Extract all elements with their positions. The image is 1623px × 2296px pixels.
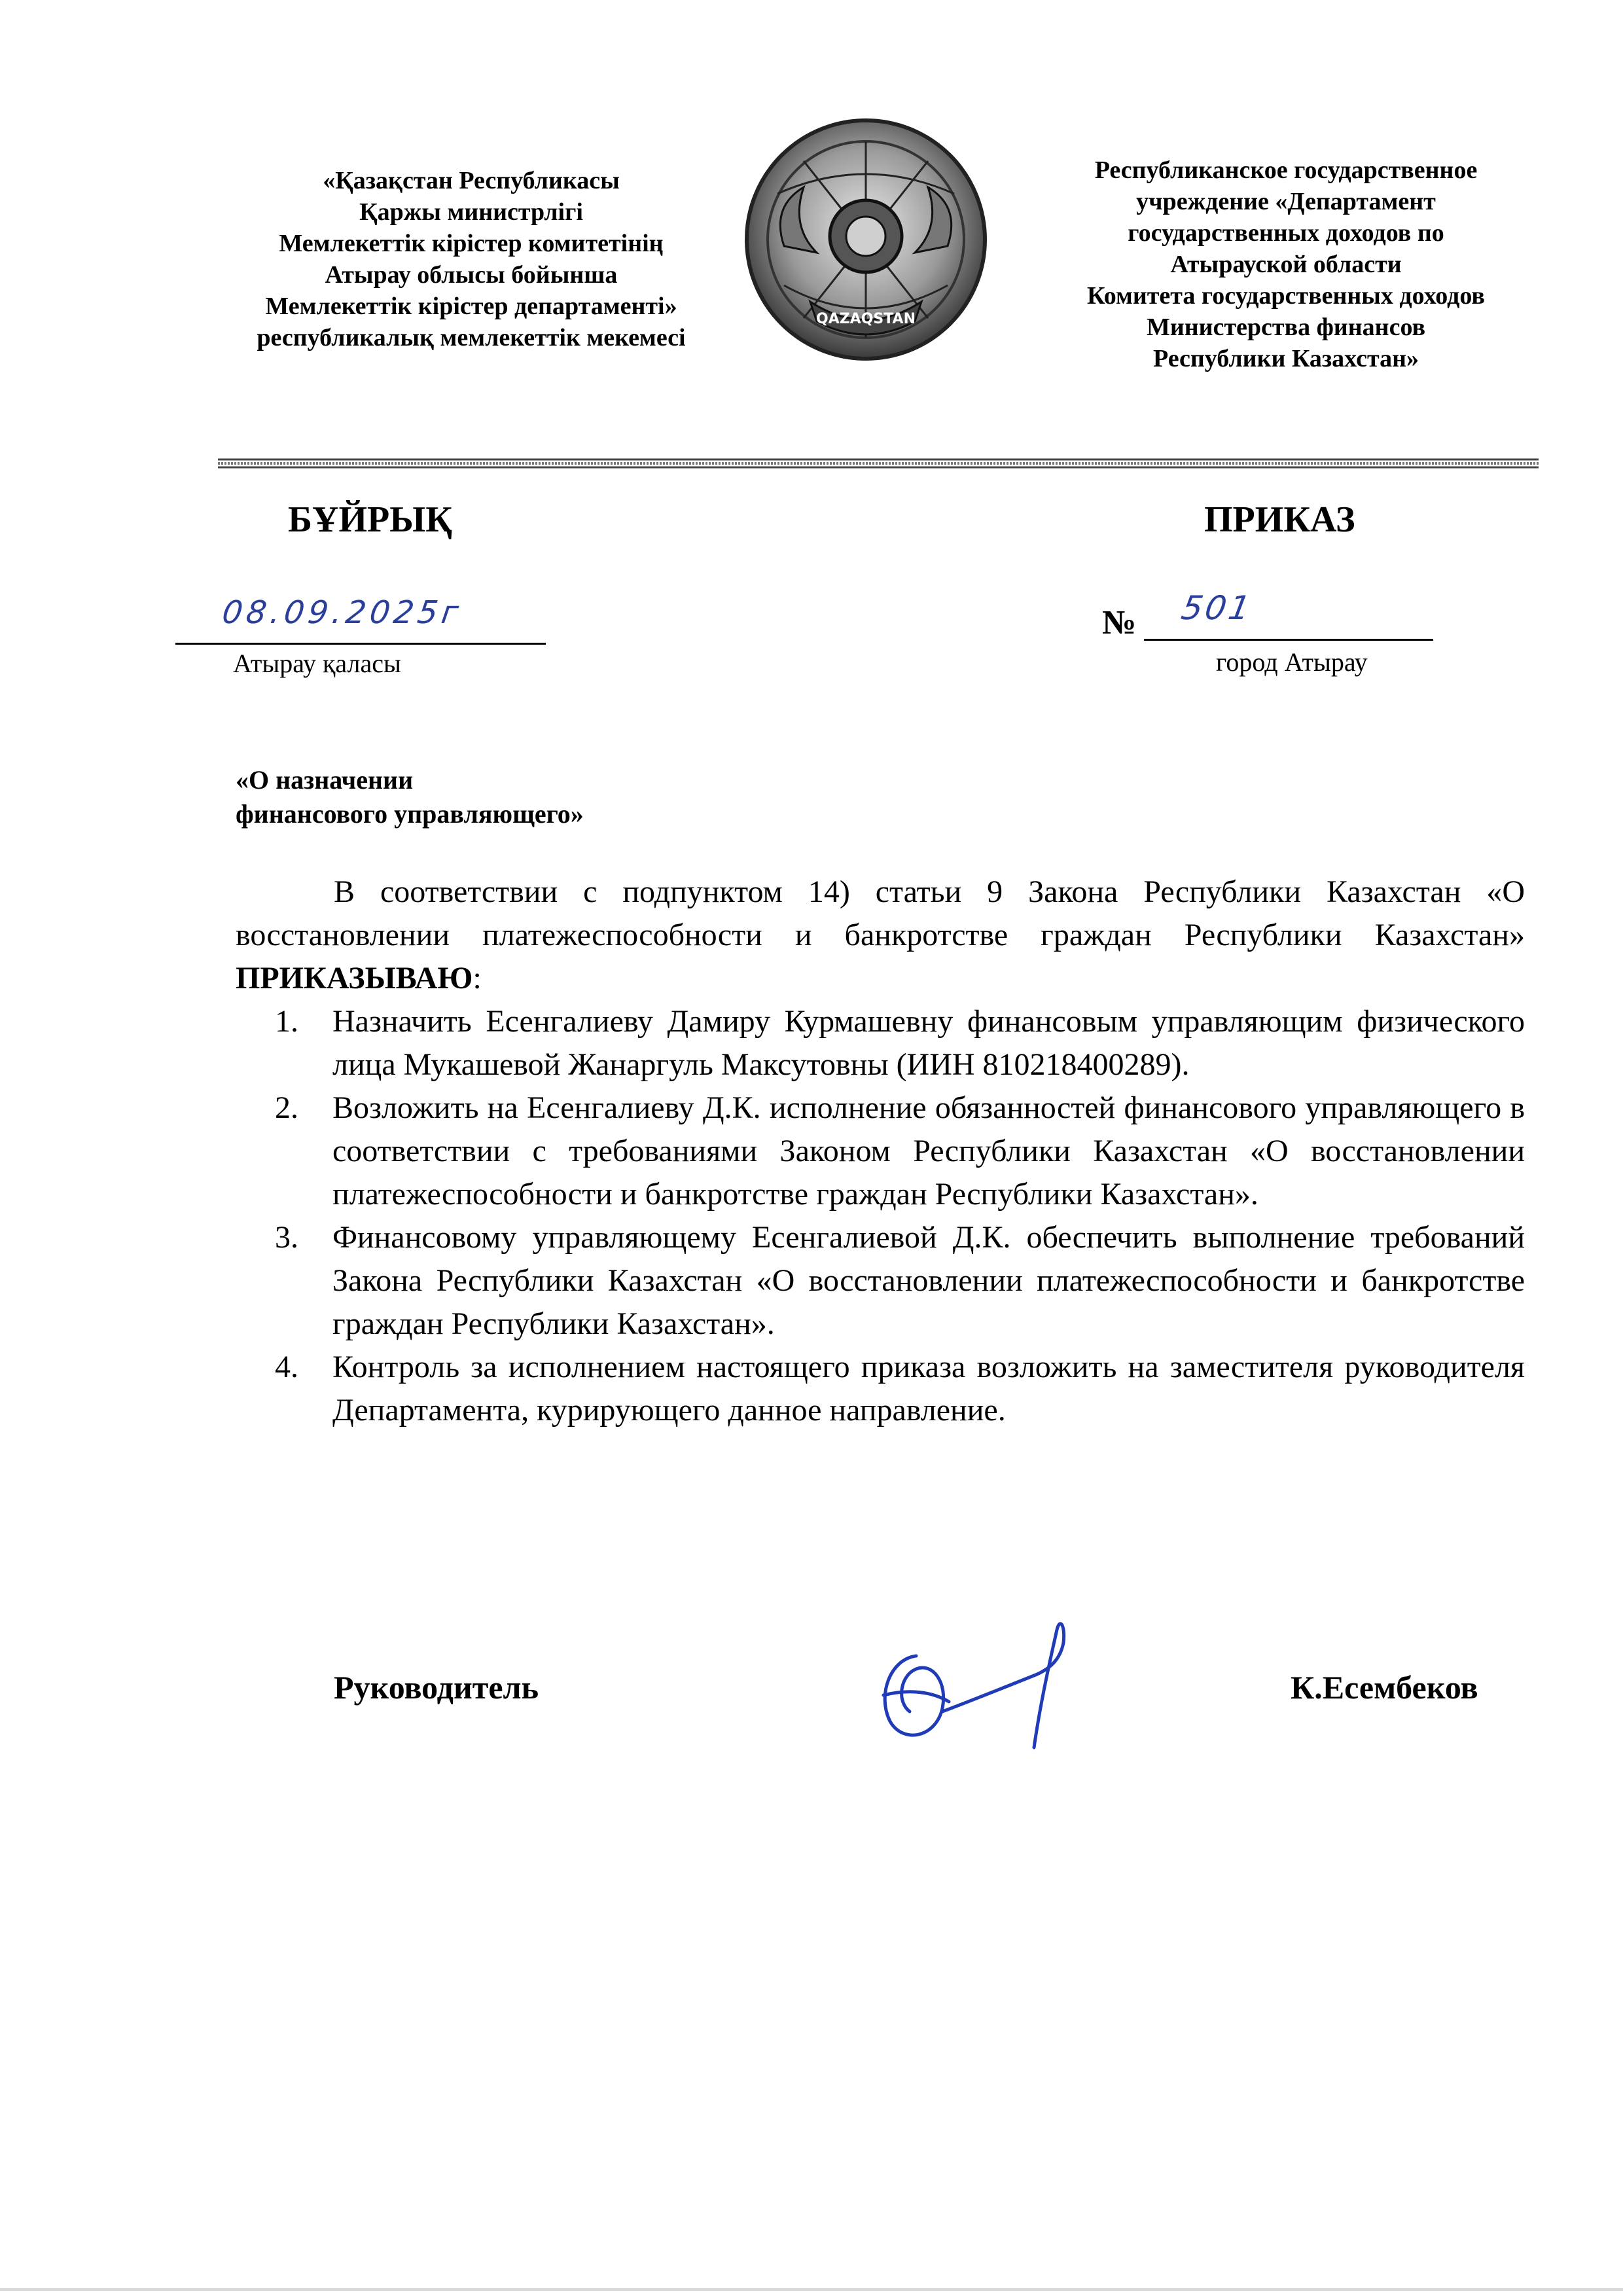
header-kz-line: республикалық мемлекеттік мекемесі [257,324,686,351]
subject-line: финансового управляющего» [236,799,584,829]
header-kz-line: Мемлекеттік кірістер комитетінің [279,230,664,257]
intro-end: : [473,961,482,996]
city-ru: город Атырау [1216,647,1368,677]
intro-text: В соответствии с подпунктом 14) статьи 9 Закона Республики Казахстан «О восстановлении платежеспособности и банкротстве граждан Республики Казахстан» [236,874,1525,952]
header-kz-line: Мемлекеттік кірістер департаменті» [265,293,677,320]
city-kz: Атырау қаласы [233,649,401,678]
item-text: Контроль за исполнением настоящего приказа возложить на заместителя руководителя Департамента, курирующего данное направление. [332,1350,1525,1427]
item-number: 2. [275,1090,298,1125]
item-text: Возложить на Есенгалиеву Д.К. исполнение обязанностей финансового управляющего в соответствии с требованиями Законом Республики Казахстан «О восстановлении платежеспособности и банкротстве граждан Республики Казахстан». [332,1090,1525,1211]
item-text: Финансовому управляющему Есенгалиевой Д.К. обеспечить выполнение требований Закона Республики Казахстан «О восстановлении платежеспособности и банкротстве граждан Республики Казахстан». [332,1220,1525,1341]
header-separator [218,457,1539,470]
header-ru-line: Комитета государственных доходов [1087,282,1485,310]
signatory-role: Руководитель [334,1669,539,1706]
state-emblem [732,115,1000,374]
intro-command: ПРИКАЗЫВАЮ [236,961,473,996]
order-items [275,1000,1525,1432]
item-number: 3. [275,1220,298,1255]
handwritten-signature [870,1597,1093,1767]
header-kz-line: Қаржы министрлігі [359,198,583,226]
date-underline [175,643,546,645]
signatory-name: К.Есембеков [1291,1669,1478,1706]
order-title-kz: БҰЙРЫҚ [288,499,452,540]
order-title-ru: ПРИКАЗ [1204,499,1355,540]
order-number-handwritten: 501 [1178,589,1256,627]
order-item [275,1000,1525,1086]
order-item [275,1216,1525,1346]
header-kz-line: Атырау облысы бойынша [325,261,618,289]
header-ru-line: учреждение «Департамент [1136,188,1436,215]
header-kz-line: «Қазақстан Республикасы [323,167,620,194]
number-underline [1144,639,1433,641]
item-number: 1. [275,1004,298,1039]
item-text: Назначить Есенгалиеву Дамиру Курмашевну финансовым управляющим физического лица Мукашевой Жанаргуль Максутовны (ИИН 810218400289). [332,1004,1525,1082]
item-number: 4. [275,1350,298,1384]
order-number-label: № [1102,604,1137,641]
header-ru-line: Министерства финансов [1146,314,1426,341]
header-ru-line: Республики Казахстан» [1153,345,1419,372]
header-ru-line: Атырауской области [1170,251,1402,278]
emblem-text: QAZAQSTAN [816,311,916,327]
header-ru-line: государственных доходов по [1128,219,1444,247]
order-subject [236,763,584,831]
page-edge-line [0,2288,1623,2291]
subject-line: «О назначении [236,765,414,795]
header-kz [216,165,726,353]
order-item [275,1086,1525,1216]
intro-paragraph [236,870,1525,1000]
order-item [275,1346,1525,1432]
header-ru [1034,154,1538,374]
header-ru-line: Республиканское государственное [1094,156,1478,184]
order-date-handwritten: 08.09.2025г [220,594,465,631]
